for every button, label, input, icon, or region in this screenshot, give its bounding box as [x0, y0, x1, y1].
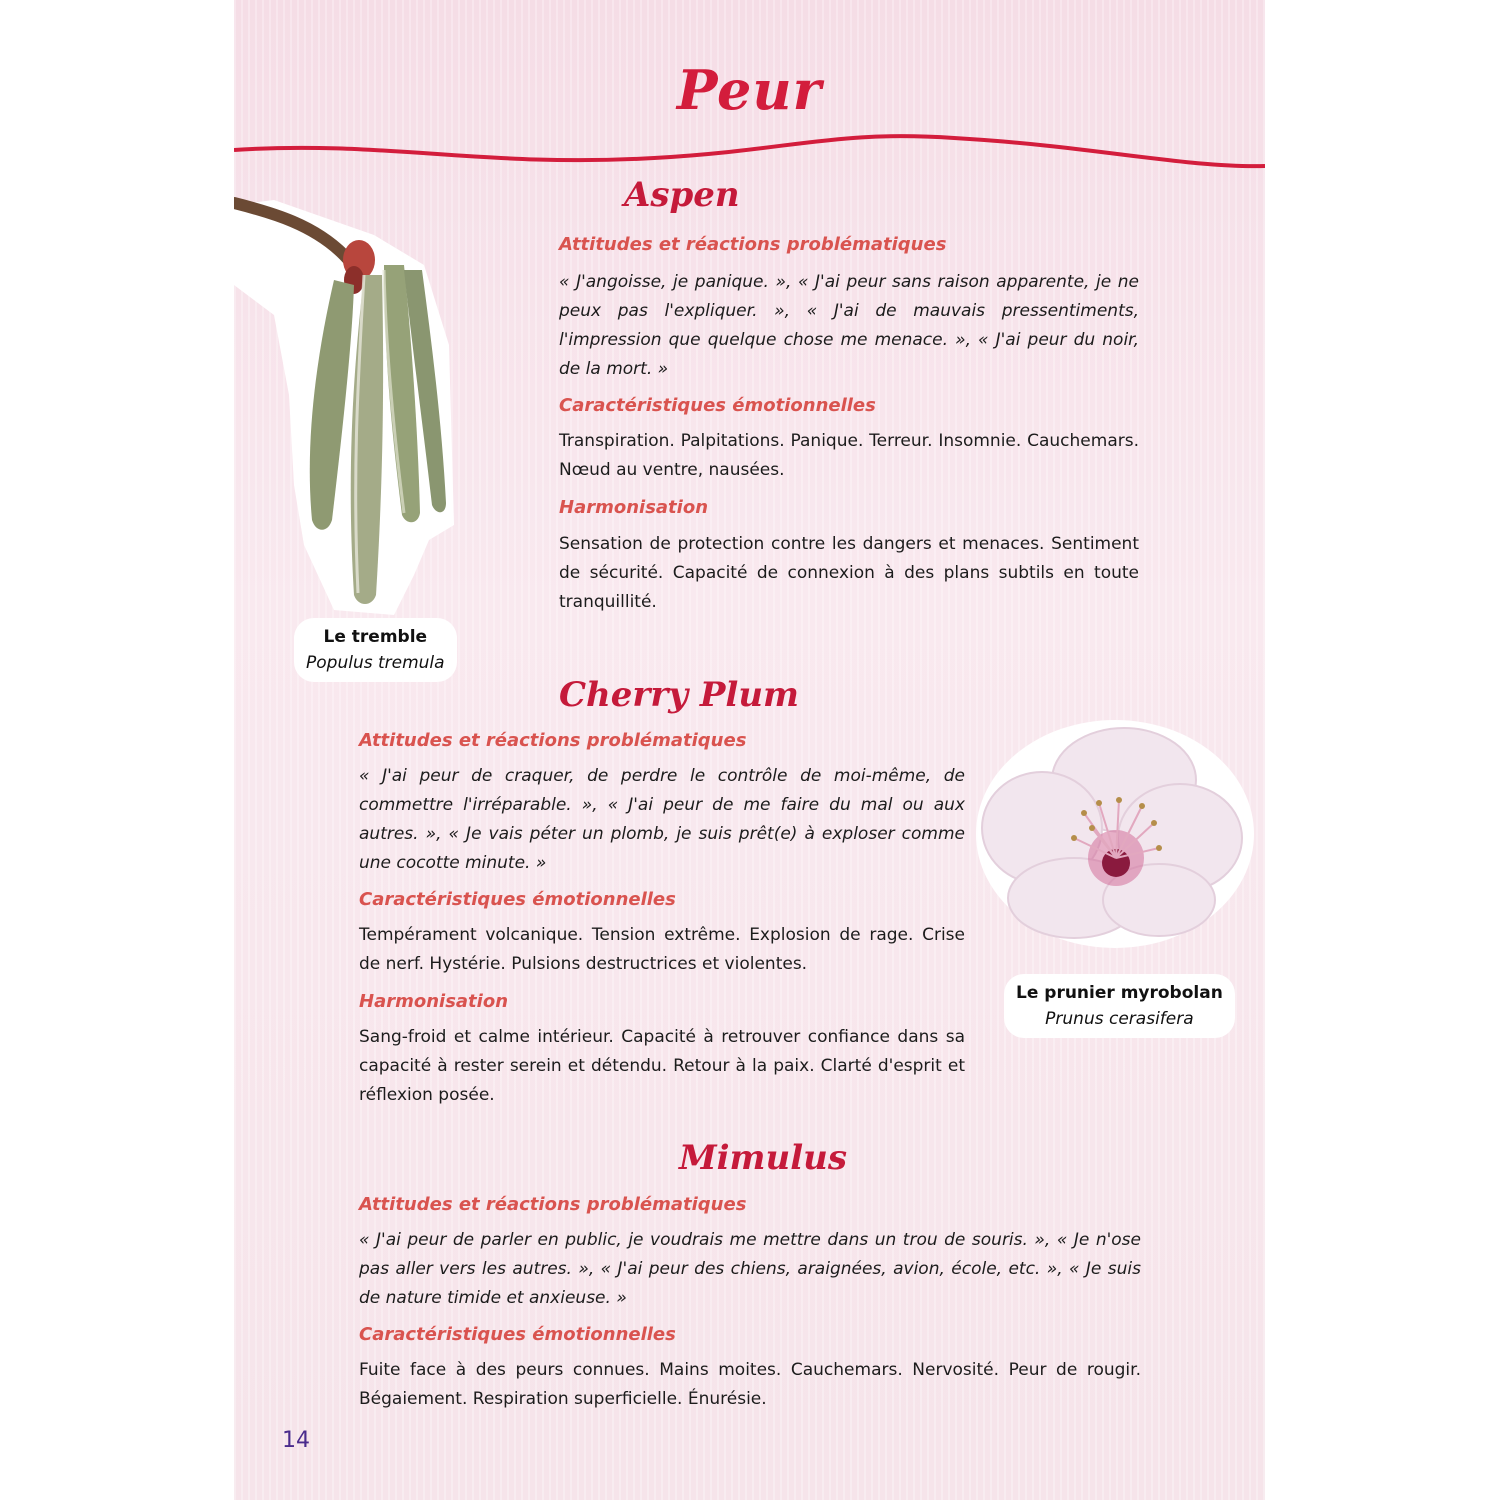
- aspen-attitudes-text: « J'angoisse, je panique. », « J'ai peur sans raison apparente, je ne peux pas l'expliquer. », « J'ai de mauvais pressentiments, l'impression que quelque chose me menace. », « J'ai peur du noir, de la mort. »: [559, 272, 1139, 379]
- aspen-caption: [294, 618, 457, 682]
- aspen-caption-latin: Populus tremula: [306, 653, 445, 673]
- aspen-caption-common: Le tremble: [323, 627, 428, 647]
- cherry-plum-caption-common: Le prunier myrobolan: [1016, 983, 1223, 1003]
- page-number: 14: [282, 1428, 310, 1453]
- catkins-photo-icon: [234, 195, 464, 615]
- cherry-plum-characteristics-text: Tempérament volcanique. Tension extrême. Explosion de rage. Crise de nerf. Hystérie. Pulsions destructrices et violentes.: [359, 925, 965, 974]
- aspen-harmonisation-text: Sensation de protection contre les dangers et menaces. Sentiment de sécurité. Capacité de connexion à des plans subtils en toute tranquillité.: [559, 534, 1139, 612]
- aspen-characteristics-text: Transpiration. Palpitations. Panique. Terreur. Insomnie. Cauchemars. Nœud au ventre, nausées.: [559, 431, 1139, 480]
- cherry-plum-harmonisation-heading: Harmonisation: [359, 991, 509, 1012]
- mimulus-characteristics-text: Fuite face à des peurs connues. Mains moites. Cauchemars. Nervosité. Peur de rougir. Bégaiement. Respiration superficielle. Énurésie.: [359, 1360, 1141, 1409]
- cherry-plum-caption-latin: Prunus cerasifera: [1045, 1009, 1194, 1029]
- mimulus-title: Mimulus: [679, 1138, 848, 1178]
- cherry-plum-caption: [1004, 974, 1235, 1038]
- page-title: Peur: [676, 58, 823, 122]
- blossom-photo-icon: [974, 718, 1256, 950]
- wave-divider-icon: [234, 130, 1265, 190]
- cherry-plum-attitudes-heading: Attitudes et réactions problématiques: [359, 730, 747, 751]
- cherry-plum-attitudes-text: « J'ai peur de craquer, de perdre le contrôle de moi-même, de commettre l'irréparable. », « J'ai peur de me faire du mal ou aux autres. », « Je vais péter un plomb, je suis prêt(e) à exploser comme une cocotte minute. »: [359, 766, 965, 873]
- cherry-plum-characteristics-heading: Caractéristiques émotionnelles: [359, 889, 676, 910]
- aspen-title: Aspen: [624, 175, 740, 215]
- aspen-harmonisation-heading: Harmonisation: [559, 497, 709, 518]
- aspen-characteristics-heading: Caractéristiques émotionnelles: [559, 395, 876, 416]
- aspen-attitudes-heading: Attitudes et réactions problématiques: [559, 234, 947, 255]
- mimulus-attitudes-text: « J'ai peur de parler en public, je voudrais me mettre dans un trou de souris. », « Je n'ose pas aller vers les autres. », « J'ai peur des chiens, araignées, avion, école, etc. », « Je suis de nature timide et anxieuse. »: [359, 1230, 1141, 1308]
- cherry-plum-harmonisation-text: Sang-froid et calme intérieur. Capacité à retrouver confiance dans sa capacité à rester serein et détendu. Retour à la paix. Clarté d'esprit et réflexion posée.: [359, 1027, 965, 1105]
- page: [234, 0, 1265, 1500]
- cherry-plum-title: Cherry Plum: [559, 675, 800, 715]
- mimulus-characteristics-heading: Caractéristiques émotionnelles: [359, 1324, 676, 1345]
- mimulus-attitudes-heading: Attitudes et réactions problématiques: [359, 1194, 747, 1215]
